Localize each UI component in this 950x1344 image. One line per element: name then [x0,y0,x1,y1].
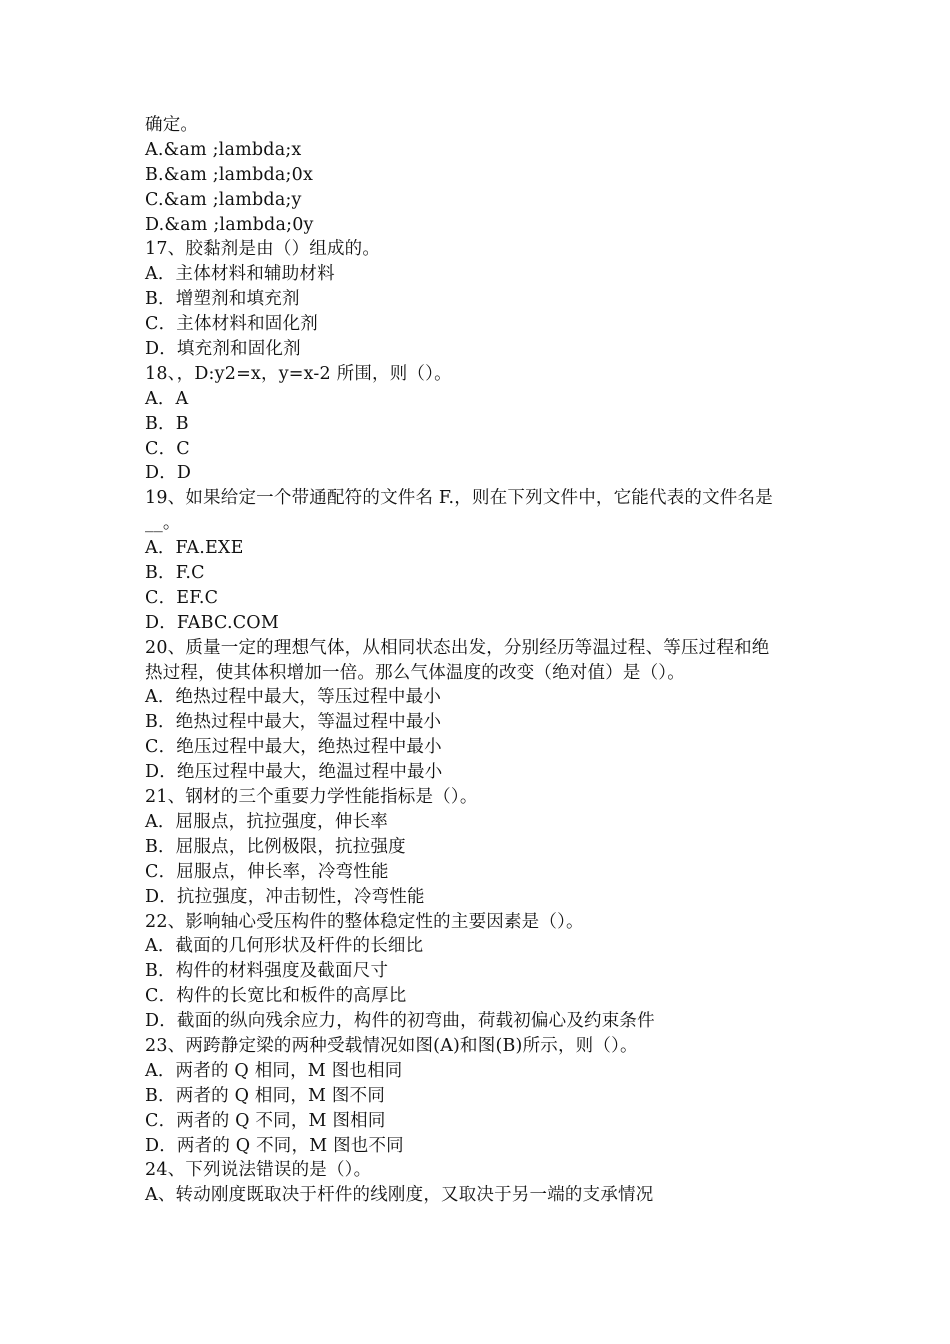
option-22-a: A．截面的几何形状及杆件的长细比 [145,936,424,957]
question-19-continuation: __。 [145,513,181,534]
option-16-b: B.&am ;lambda;0x [145,164,314,185]
option-24-a: A、转动刚度既取决于杆件的线刚度，又取决于另一端的支承情况 [145,1185,654,1206]
question-17: 17、胶黏剂是由（）组成的。 [145,239,381,260]
option-23-d: D．两者的 Q 不同，M 图也不同 [145,1135,404,1156]
option-21-a: A．屈服点，抗拉强度，伸长率 [145,811,388,832]
option-17-d: D．填充剂和固化剂 [145,339,301,360]
continuation-text: 确定。 [145,115,199,135]
option-23-c: C．两者的 Q 不同，M 图相同 [145,1110,386,1131]
option-21-b: B．屈服点，比例极限，抗拉强度 [145,836,406,857]
question-18: 18、，D:y2=x，y=x-2 所围，则（）。 [145,363,452,384]
option-20-b: B．绝热过程中最大，等温过程中最小 [145,712,442,733]
option-16-c: C.&am ;lambda;y [145,189,302,210]
option-18-a: A．A [145,388,189,409]
option-22-b: B．构件的材料强度及截面尺寸 [145,961,389,982]
option-21-c: C．屈服点，伸长率，冷弯性能 [145,861,389,882]
option-17-b: B．增塑剂和填充剂 [145,289,300,310]
option-23-a: A．两者的 Q 相同，M 图也相同 [145,1060,403,1081]
option-19-b: B．F.C [145,563,205,584]
option-18-d: D．D [145,463,192,484]
option-17-c: C．主体材料和固化剂 [145,314,318,335]
option-16-d: D.&am ;lambda;0y [145,214,314,235]
question-20: 20、质量一定的理想气体，从相同状态出发，分别经历等温过程、等压过程和绝 [145,637,770,658]
option-23-b: B．两者的 Q 相同，M 图不同 [145,1085,386,1106]
question-22: 22、影响轴心受压构件的整体稳定性的主要因素是（）。 [145,911,584,932]
option-19-a: A．FA.EXE [145,538,244,559]
option-22-d: D．截面的纵向残余应力，构件的初弯曲，荷载初偏心及约束条件 [145,1011,655,1032]
option-16-a: A.&am ;lambda;x [145,139,302,160]
option-20-c: C．绝压过程中最大，绝热过程中最小 [145,737,442,758]
document-body [145,113,810,1208]
option-18-c: C．C [145,438,190,459]
question-23: 23、两跨静定梁的两种受载情况如图(A)和图(B)所示，则（）。 [145,1035,638,1056]
question-20-continuation: 热过程，使其体积增加一倍。那么气体温度的改变（绝对值）是（）。 [145,662,685,683]
option-20-d: D．绝压过程中最大，绝温过程中最小 [145,762,443,783]
option-20-a: A．绝热过程中最大，等压过程中最小 [145,687,442,708]
option-19-d: D．FABC.COM [145,612,279,633]
question-21: 21、钢材的三个重要力学性能指标是（）。 [145,787,478,808]
option-17-a: A．主体材料和辅助材料 [145,264,335,285]
option-18-b: B．B [145,413,189,434]
question-24: 24、下列说法错误的是（）。 [145,1160,372,1181]
option-21-d: D．抗拉强度，冲击韧性，冷弯性能 [145,886,425,907]
option-22-c: C．构件的长宽比和板件的高厚比 [145,986,407,1007]
question-19: 19、如果给定一个带通配符的文件名 F.，则在下列文件中，它能代表的文件名是 [145,488,773,509]
option-19-c: C．EF.C [145,587,219,608]
